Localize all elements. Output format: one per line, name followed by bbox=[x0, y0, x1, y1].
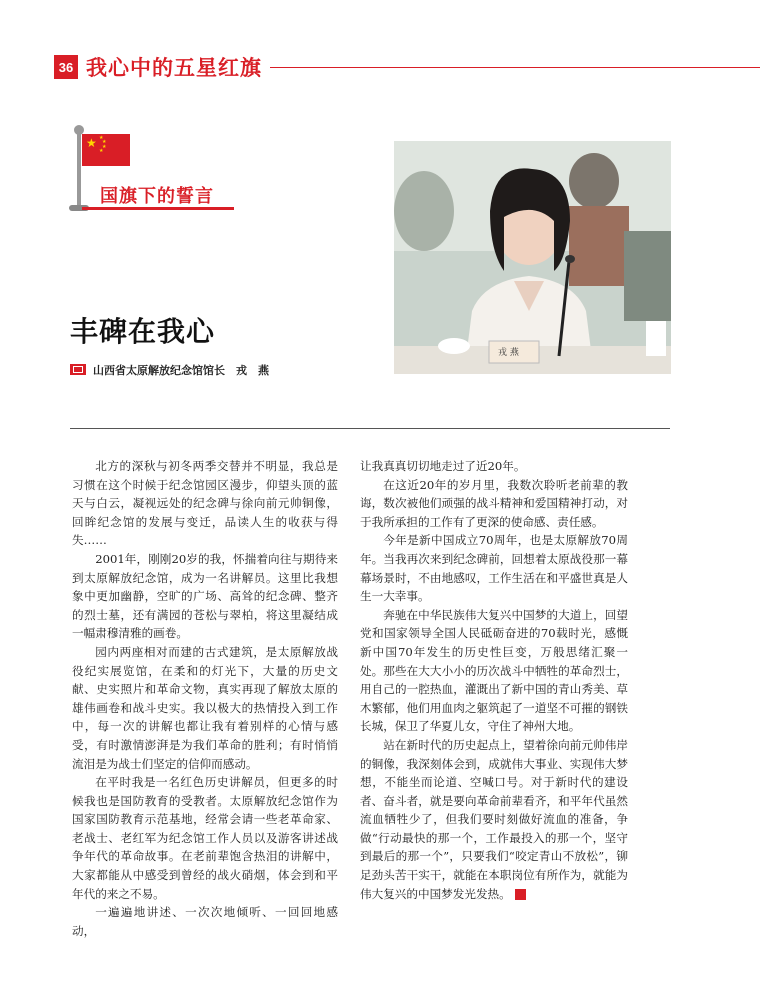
flag-small-star-icon: ★ bbox=[99, 148, 104, 154]
body-paragraph: 在这近20年的岁月里，我数次聆听老前辈的教诲，数次被他们顽强的战斗精神和爱国精神打动，对于我所承担的工作有了更深的使命感、责任感。 bbox=[360, 477, 628, 529]
body-paragraph-last bbox=[360, 736, 628, 903]
byline-marker-icon bbox=[70, 364, 86, 375]
end-of-article-icon: C bbox=[515, 889, 526, 900]
author-photo-illustration bbox=[394, 141, 671, 374]
body-paragraph: 奔驰在中华民族伟大复兴中国梦的大道上，回望党和国家领导全国人民砥砺奋进的70载时光，感慨新中国70年发生的历史性巨变，万般思绪汇聚一处。那些在大大小小的历次战斗中牺牲的革命烈士，用自己的一腔热血，灌溉出了新中国的青山秀美、草木繁郁，他们用血肉之躯筑起了一道坚不可摧的钢铁长城，保卫了华夏儿女，守住了神州大地。 bbox=[360, 607, 628, 734]
flagpole bbox=[77, 130, 81, 210]
header-rule bbox=[270, 67, 760, 68]
flag-small-star-icon: ★ bbox=[102, 144, 107, 150]
magazine-section-title: 我心中的五星红旗 bbox=[86, 56, 262, 80]
photo-nameplate: 戎 燕 bbox=[498, 348, 519, 358]
flag-big-star-icon: ★ bbox=[86, 136, 97, 150]
body-paragraph: 2001年，刚刚20岁的我，怀揣着向往与期待来到太原解放纪念馆，成为一名讲解员。这里比我想象中更加幽静，空旷的广场、高耸的纪念碑、整齐的烈士墓，还有满园的苍松与翠柏，将这里凝结成一幅肃穆清雅的画卷。 bbox=[72, 551, 338, 641]
flag-small-star-icon: ★ bbox=[102, 139, 107, 145]
body-paragraph: 北方的深秋与初冬两季交替并不明显，我总是习惯在这个时候于纪念馆园区漫步，仰望头顶的蓝天与白云，凝视远处的纪念碑与徐向前元帅铜像，回眸纪念馆的发展与变迁，品读人生的收获与得失…… bbox=[72, 459, 338, 548]
body-paragraph-continued: 让我真真切切地走过了近20年。 bbox=[360, 459, 526, 473]
body-paragraph: 园内两座相对而建的古式建筑，是太原解放战役纪实展览馆，在柔和的灯光下，大量的历史文献、史实照片和革命文物，真实再现了解放太原的雄伟画卷和战斗史实。我以极大的热情投入到工作中，每一次的讲解也都让我有着别样的心情与感受，有时激情澎湃是为我们革命的胜利；有时悄悄流泪是为战士们坚定的信仰而感动。 bbox=[72, 644, 338, 771]
byline: 山西省太原解放纪念馆馆长 戎 燕 bbox=[93, 364, 269, 377]
title-divider bbox=[70, 428, 670, 429]
chinese-flag bbox=[82, 134, 130, 166]
article-title: 丰碑在我心 bbox=[70, 315, 216, 348]
column-label: 国旗下的誓言 bbox=[100, 186, 214, 207]
page-number: 36 bbox=[54, 55, 78, 79]
author-photo bbox=[394, 141, 671, 374]
body-paragraph: 站在新时代的历史起点上，望着徐向前元帅伟岸的铜像，我深刻体会到，成就伟大事业、实现伟大梦想，不能坐而论道、空喊口号。对于新时代的建设者、奋斗者，就是要向革命前辈看齐，和平年代虽然流血牺牲少了，但我们要时刻做好流血的准备，争做“行动最快的那一个，工作最投入的那一个，坚守到最后的那一个”，只要我们“咬定青山不放松”，铆足劲头苦干实干，就能在本职岗位有所作为，就能为伟大复兴的中国梦发光发热。 bbox=[360, 737, 628, 901]
body-paragraph: 在平时我是一名红色历史讲解员，但更多的时候我也是国防教育的受教者。太原解放纪念馆作为国家国防教育示范基地，经常会请一些老革命家、老战士、老红军为纪念馆工作人员以及游客讲述战争年代的革命故事。在老前辈饱含热泪的讲解中，大家都能从中感受到曾经的战火硝烟，体会到和平年代的来之不易。 bbox=[72, 775, 338, 901]
body-paragraph: 一遍遍地讲述、一次次地倾听、一回回地感动， bbox=[72, 905, 338, 938]
column-label-underline bbox=[82, 207, 234, 210]
body-paragraph: 今年是新中国成立70周年，也是太原解放70周年。当我再次来到纪念碑前，回想着太原战役那一幕幕场景时，不由地感叹，工作生活在和平盛世真是人生一大幸事。 bbox=[360, 533, 628, 604]
flag-small-star-icon: ★ bbox=[99, 135, 104, 141]
body-column-left bbox=[72, 457, 338, 940]
body-column-right bbox=[360, 457, 628, 903]
